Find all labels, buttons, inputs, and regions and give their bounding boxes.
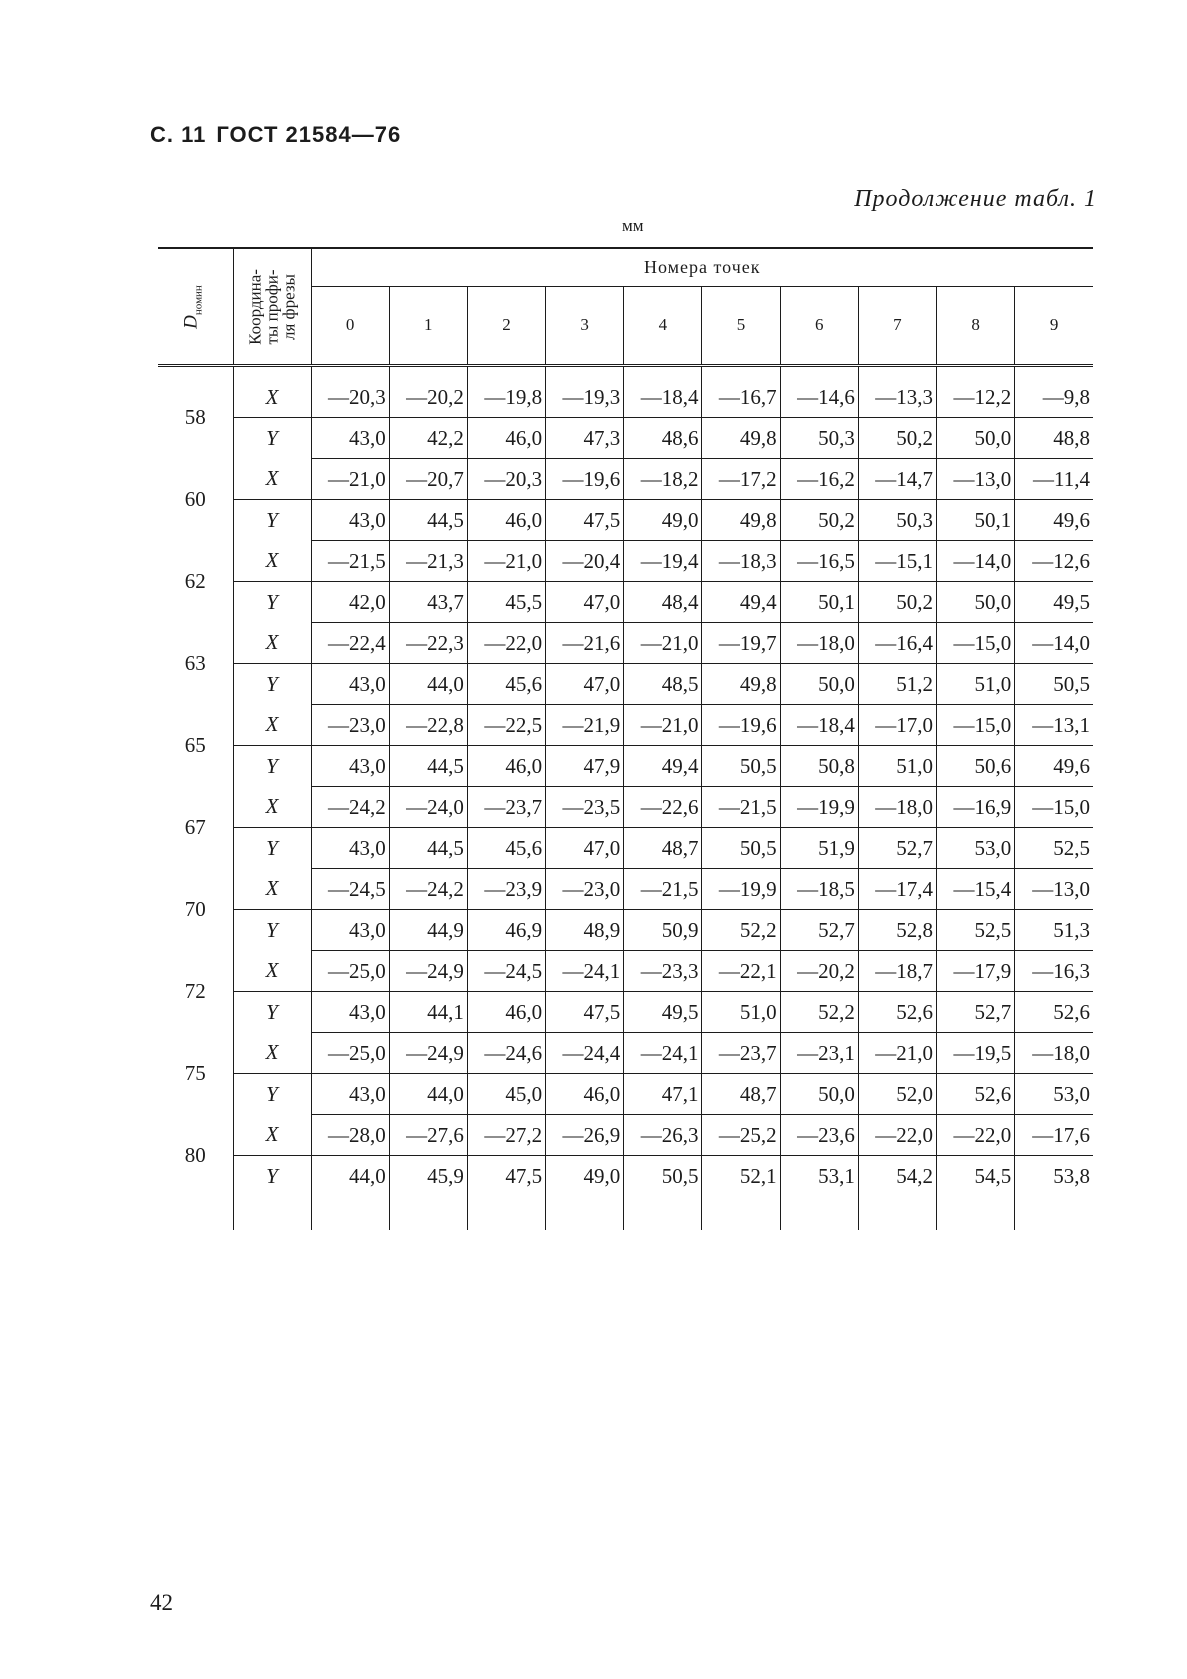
y-value-cell: 43,0 [311,1074,389,1115]
x-value-cell: —23,6 [780,1115,858,1156]
coordinates-table [158,247,1093,1230]
coordinate-label-x: X [233,541,311,582]
y-value-cell: 52,2 [780,992,858,1033]
x-value-cell: —24,1 [624,1033,702,1074]
y-value-cell: 45,6 [467,828,545,869]
x-value-cell: —18,7 [858,951,936,992]
y-value-cell: 50,3 [780,418,858,459]
standard-number: ГОСТ 21584—76 [216,122,402,147]
x-value-cell: —19,4 [624,541,702,582]
y-value-cell: 52,2 [702,910,780,951]
y-value-cell: 44,9 [389,910,467,951]
spacer-cell [702,366,780,378]
coordinate-label-x: X [233,1033,311,1074]
table-row [158,746,1093,787]
spacer-cell [311,366,389,378]
coordinate-label-x: X [233,623,311,664]
y-value-cell: 48,5 [624,664,702,705]
x-value-cell: —9,8 [1015,377,1093,418]
y-value-cell: 51,3 [1015,910,1093,951]
table-row [158,1074,1093,1115]
x-value-cell: —23,1 [780,1033,858,1074]
y-value-cell: 49,8 [702,418,780,459]
y-value-cell: 46,0 [467,746,545,787]
coordinate-label-y: Y [233,910,311,951]
y-value-cell: 48,7 [702,1074,780,1115]
d-nominal-value: 62 [184,569,206,593]
y-value-cell: 47,9 [546,746,624,787]
x-value-cell: —24,0 [389,787,467,828]
x-value-cell: —27,6 [389,1115,467,1156]
x-value-cell: —24,5 [311,869,389,910]
table-row [158,787,1093,828]
x-value-cell: —15,0 [1015,787,1093,828]
tail-cell [1015,1196,1093,1230]
x-value-cell: —16,7 [702,377,780,418]
page-header [150,122,401,148]
y-value-cell: 45,0 [467,1074,545,1115]
d-nominal-value: 63 [184,651,206,675]
table-row [158,951,1093,992]
x-value-cell: —27,2 [467,1115,545,1156]
x-value-cell: —24,5 [467,951,545,992]
y-value-cell: 47,0 [546,828,624,869]
y-value-cell: 50,3 [858,500,936,541]
x-value-cell: —21,3 [389,541,467,582]
x-value-cell: —21,5 [702,787,780,828]
x-value-cell: —21,0 [624,623,702,664]
y-value-cell: 45,6 [467,664,545,705]
y-value-cell: 48,7 [624,828,702,869]
y-value-cell: 46,0 [467,418,545,459]
table-row [158,623,1093,664]
table-row [158,1115,1093,1156]
point-number-2: 2 [467,286,545,364]
x-value-cell: —11,4 [1015,459,1093,500]
d-nominal-header: $D_{номин}$ [158,248,233,364]
point-number-9: 9 [1015,286,1093,364]
x-value-cell: —20,3 [311,377,389,418]
y-value-cell: 47,0 [546,664,624,705]
x-value-cell: —16,5 [780,541,858,582]
spacer-cell [546,366,624,378]
x-value-cell: —15,0 [937,623,1015,664]
point-numbers-header: Номера точек [311,248,1093,286]
x-value-cell: —16,9 [937,787,1015,828]
y-value-cell: 42,2 [389,418,467,459]
tail-cell [158,1196,233,1230]
y-value-cell: 52,0 [858,1074,936,1115]
x-value-cell: —21,0 [311,459,389,500]
page-prefix: С. 11 [150,122,207,147]
coordinate-label-y: Y [233,418,311,459]
x-value-cell: —21,6 [546,623,624,664]
y-value-cell: 50,5 [702,828,780,869]
table-continuation-note: Продолжение табл. 1 [854,186,1097,212]
coordinate-label-x: X [233,1115,311,1156]
x-value-cell: —20,2 [389,377,467,418]
y-value-cell: 49,4 [702,582,780,623]
y-value-cell: 54,2 [858,1156,936,1197]
y-value-cell: 48,4 [624,582,702,623]
x-value-cell: —18,0 [780,623,858,664]
tail-cell [780,1196,858,1230]
x-value-cell: —20,3 [467,459,545,500]
x-value-cell: —19,3 [546,377,624,418]
x-value-cell: —15,4 [937,869,1015,910]
x-value-cell: —19,5 [937,1033,1015,1074]
table-row [158,664,1093,705]
d-nominal-value: 58 [184,405,206,430]
y-value-cell: 49,0 [624,500,702,541]
y-value-cell: 43,0 [311,910,389,951]
x-value-cell: —22,6 [624,787,702,828]
table-row [158,1156,1093,1197]
point-number-8: 8 [937,286,1015,364]
y-value-cell: 50,8 [780,746,858,787]
d-nominal-value: 60 [184,487,206,511]
point-number-3: 3 [546,286,624,364]
x-value-cell: —22,5 [467,705,545,746]
x-value-cell: —16,3 [1015,951,1093,992]
y-value-cell: 50,5 [624,1156,702,1197]
x-value-cell: —15,1 [858,541,936,582]
tail-cell [467,1196,545,1230]
coordinate-label-x: X [233,787,311,828]
x-value-cell: —18,0 [858,787,936,828]
y-value-cell: 43,0 [311,664,389,705]
table-row [158,828,1093,869]
x-value-cell: —23,5 [546,787,624,828]
x-value-cell: —21,0 [858,1033,936,1074]
y-value-cell: 48,9 [546,910,624,951]
y-value-cell: 43,0 [311,746,389,787]
x-value-cell: —18,2 [624,459,702,500]
coordinates-table-grid [158,247,1093,1230]
tail-cell [546,1196,624,1230]
x-value-cell: —14,0 [1015,623,1093,664]
coordinate-label-y: Y [233,828,311,869]
y-value-cell: 50,1 [780,582,858,623]
y-value-cell: 43,0 [311,500,389,541]
y-value-cell: 50,0 [780,664,858,705]
table-row [158,377,1093,418]
x-value-cell: —23,3 [624,951,702,992]
y-value-cell: 52,7 [937,992,1015,1033]
x-value-cell: —19,6 [546,459,624,500]
x-value-cell: —25,0 [311,951,389,992]
x-value-cell: —17,4 [858,869,936,910]
table-row [158,910,1093,951]
d-nominal-value: 80 [184,1142,206,1167]
x-value-cell: —21,9 [546,705,624,746]
x-value-cell: —19,6 [702,705,780,746]
y-value-cell: 47,1 [624,1074,702,1115]
x-value-cell: —22,3 [389,623,467,664]
y-value-cell: 49,5 [1015,582,1093,623]
d-nominal-value: 70 [184,897,206,921]
x-value-cell: —24,1 [546,951,624,992]
y-value-cell: 46,0 [546,1074,624,1115]
spacer-cell [389,366,467,378]
x-value-cell: —18,5 [780,869,858,910]
page-number: 42 [150,1590,173,1615]
tail-cell [311,1196,389,1230]
x-value-cell: —13,0 [1015,869,1093,910]
y-value-cell: 46,0 [467,500,545,541]
x-value-cell: —23,9 [467,869,545,910]
y-value-cell: 50,2 [858,418,936,459]
body-spacer [158,366,1093,378]
y-value-cell: 50,6 [937,746,1015,787]
x-value-cell: —14,6 [780,377,858,418]
spacer-cell [937,366,1015,378]
x-value-cell: —24,9 [389,951,467,992]
coordinate-label-y: Y [233,1074,311,1115]
x-value-cell: —23,0 [311,705,389,746]
y-value-cell: 49,6 [1015,746,1093,787]
x-value-cell: —21,5 [624,869,702,910]
x-value-cell: —18,4 [624,377,702,418]
x-value-cell: —26,3 [624,1115,702,1156]
y-value-cell: 50,0 [780,1074,858,1115]
y-value-cell: 50,2 [858,582,936,623]
x-value-cell: —23,0 [546,869,624,910]
x-value-cell: —28,0 [311,1115,389,1156]
x-value-cell: —22,1 [702,951,780,992]
x-value-cell: —20,7 [389,459,467,500]
x-value-cell: —18,4 [780,705,858,746]
tail-cell [233,1196,311,1230]
y-value-cell: 50,1 [937,500,1015,541]
tail-cell [858,1196,936,1230]
y-value-cell: 52,5 [1015,828,1093,869]
y-value-cell: 53,0 [937,828,1015,869]
x-value-cell: —18,0 [1015,1033,1093,1074]
y-value-cell: 53,1 [780,1156,858,1197]
x-value-cell: —16,4 [858,623,936,664]
x-value-cell: —14,0 [937,541,1015,582]
point-number-6: 6 [780,286,858,364]
spacer-cell [624,366,702,378]
x-value-cell: —19,9 [780,787,858,828]
x-value-cell: —25,0 [311,1033,389,1074]
y-value-cell: 44,0 [389,1074,467,1115]
y-value-cell: 51,2 [858,664,936,705]
x-value-cell: —19,9 [702,869,780,910]
x-value-cell: —22,0 [467,623,545,664]
table-body [158,366,1093,1231]
y-value-cell: 44,5 [389,500,467,541]
y-value-cell: 49,8 [702,500,780,541]
point-number-4: 4 [624,286,702,364]
y-value-cell: 46,9 [467,910,545,951]
y-value-cell: 44,1 [389,992,467,1033]
y-value-cell: 53,8 [1015,1156,1093,1197]
y-value-cell: 52,8 [858,910,936,951]
x-value-cell: —17,6 [1015,1115,1093,1156]
table-tail [158,1196,1093,1230]
y-value-cell: 47,5 [467,1156,545,1197]
x-value-cell: —12,6 [1015,541,1093,582]
y-value-cell: 45,5 [467,582,545,623]
x-value-cell: —15,0 [937,705,1015,746]
x-value-cell: —22,0 [937,1115,1015,1156]
y-value-cell: 49,8 [702,664,780,705]
y-value-cell: 43,0 [311,418,389,459]
y-value-cell: 42,0 [311,582,389,623]
y-value-cell: 52,6 [1015,992,1093,1033]
y-value-cell: 50,0 [937,582,1015,623]
coordinate-label-y: Y [233,992,311,1033]
x-value-cell: —24,2 [311,787,389,828]
y-value-cell: 44,5 [389,828,467,869]
y-value-cell: 50,0 [937,418,1015,459]
d-nominal-value: 65 [184,733,206,757]
x-value-cell: —17,9 [937,951,1015,992]
y-value-cell: 49,5 [624,992,702,1033]
point-number-5: 5 [702,286,780,364]
coordinate-label-y: Y [233,500,311,541]
y-value-cell: 45,9 [389,1156,467,1197]
coordinate-label-y: Y [233,582,311,623]
y-value-cell: 50,2 [780,500,858,541]
x-value-cell: —21,0 [624,705,702,746]
table-row [158,1033,1093,1074]
d-nominal-value: 75 [184,1061,206,1085]
x-value-cell: —19,8 [467,377,545,418]
x-value-cell: —25,2 [702,1115,780,1156]
y-value-cell: 53,0 [1015,1074,1093,1115]
spacer-cell [858,366,936,378]
table-row [158,869,1093,910]
table-row [158,582,1093,623]
y-value-cell: 43,0 [311,828,389,869]
coordinate-label-x: X [233,951,311,992]
y-value-cell: 47,5 [546,500,624,541]
y-value-cell: 47,0 [546,582,624,623]
coordinate-label-y: Y [233,746,311,787]
y-value-cell: 47,5 [546,992,624,1033]
table-row [158,459,1093,500]
x-value-cell: —24,6 [467,1033,545,1074]
y-value-cell: 44,0 [311,1156,389,1197]
y-value-cell: 51,0 [702,992,780,1033]
spacer-cell [467,366,545,378]
point-number-1: 1 [389,286,467,364]
table-row [158,500,1093,541]
x-value-cell: —23,7 [702,1033,780,1074]
point-number-7: 7 [858,286,936,364]
y-value-cell: 47,3 [546,418,624,459]
x-value-cell: —22,0 [858,1115,936,1156]
coordinate-label-x: X [233,377,311,418]
x-value-cell: —24,9 [389,1033,467,1074]
unit-label: мм [622,216,644,235]
y-value-cell: 48,8 [1015,418,1093,459]
tail-cell [937,1196,1015,1230]
x-value-cell: —22,4 [311,623,389,664]
table-header [158,248,1093,366]
y-value-cell: 52,5 [937,910,1015,951]
tail-cell [702,1196,780,1230]
y-value-cell: 50,9 [624,910,702,951]
y-value-cell: 52,6 [858,992,936,1033]
y-value-cell: 52,6 [937,1074,1015,1115]
y-value-cell: 51,9 [780,828,858,869]
table-row [158,992,1093,1033]
y-value-cell: 49,4 [624,746,702,787]
y-value-cell: 52,7 [780,910,858,951]
y-value-cell: 44,5 [389,746,467,787]
tail-cell [624,1196,702,1230]
y-value-cell: 51,0 [858,746,936,787]
y-value-cell: 49,0 [546,1156,624,1197]
x-value-cell: —14,7 [858,459,936,500]
coordinate-label-y: Y [233,1156,311,1197]
coordinate-header: Координа- ты профи- ля фрезы [233,248,311,364]
x-value-cell: —13,1 [1015,705,1093,746]
y-value-cell: 48,6 [624,418,702,459]
y-value-cell: 44,0 [389,664,467,705]
coordinate-label-y: Y [233,664,311,705]
tail-cell [389,1196,467,1230]
spacer-cell [158,366,233,378]
y-value-cell: 50,5 [702,746,780,787]
x-value-cell: —17,2 [702,459,780,500]
x-value-cell: —26,9 [546,1115,624,1156]
x-value-cell: —23,7 [467,787,545,828]
coordinate-label-x: X [233,705,311,746]
x-value-cell: —20,4 [546,541,624,582]
spacer-cell [780,366,858,378]
y-value-cell: 43,0 [311,992,389,1033]
x-value-cell: —21,5 [311,541,389,582]
x-value-cell: —19,7 [702,623,780,664]
y-value-cell: 50,5 [1015,664,1093,705]
coordinate-label-x: X [233,459,311,500]
x-value-cell: —13,0 [937,459,1015,500]
x-value-cell: —12,2 [937,377,1015,418]
y-value-cell: 49,6 [1015,500,1093,541]
x-value-cell: —24,2 [389,869,467,910]
x-value-cell: —18,3 [702,541,780,582]
table-row [158,541,1093,582]
x-value-cell: —13,3 [858,377,936,418]
spacer-cell [1015,366,1093,378]
table-row [158,418,1093,459]
table-row [158,705,1093,746]
coordinate-label-x: X [233,869,311,910]
y-value-cell: 43,7 [389,582,467,623]
y-value-cell: 52,1 [702,1156,780,1197]
y-value-cell: 46,0 [467,992,545,1033]
x-value-cell: —17,0 [858,705,936,746]
y-value-cell: 51,0 [937,664,1015,705]
x-value-cell: —24,4 [546,1033,624,1074]
d-nominal-value: 72 [184,979,206,1003]
d-nominal-value: 67 [184,815,206,839]
x-value-cell: —16,2 [780,459,858,500]
y-value-cell: 54,5 [937,1156,1015,1197]
point-number-0: 0 [311,286,389,364]
x-value-cell: —20,2 [780,951,858,992]
spacer-cell [233,366,311,378]
y-value-cell: 52,7 [858,828,936,869]
x-value-cell: —21,0 [467,541,545,582]
x-value-cell: —22,8 [389,705,467,746]
